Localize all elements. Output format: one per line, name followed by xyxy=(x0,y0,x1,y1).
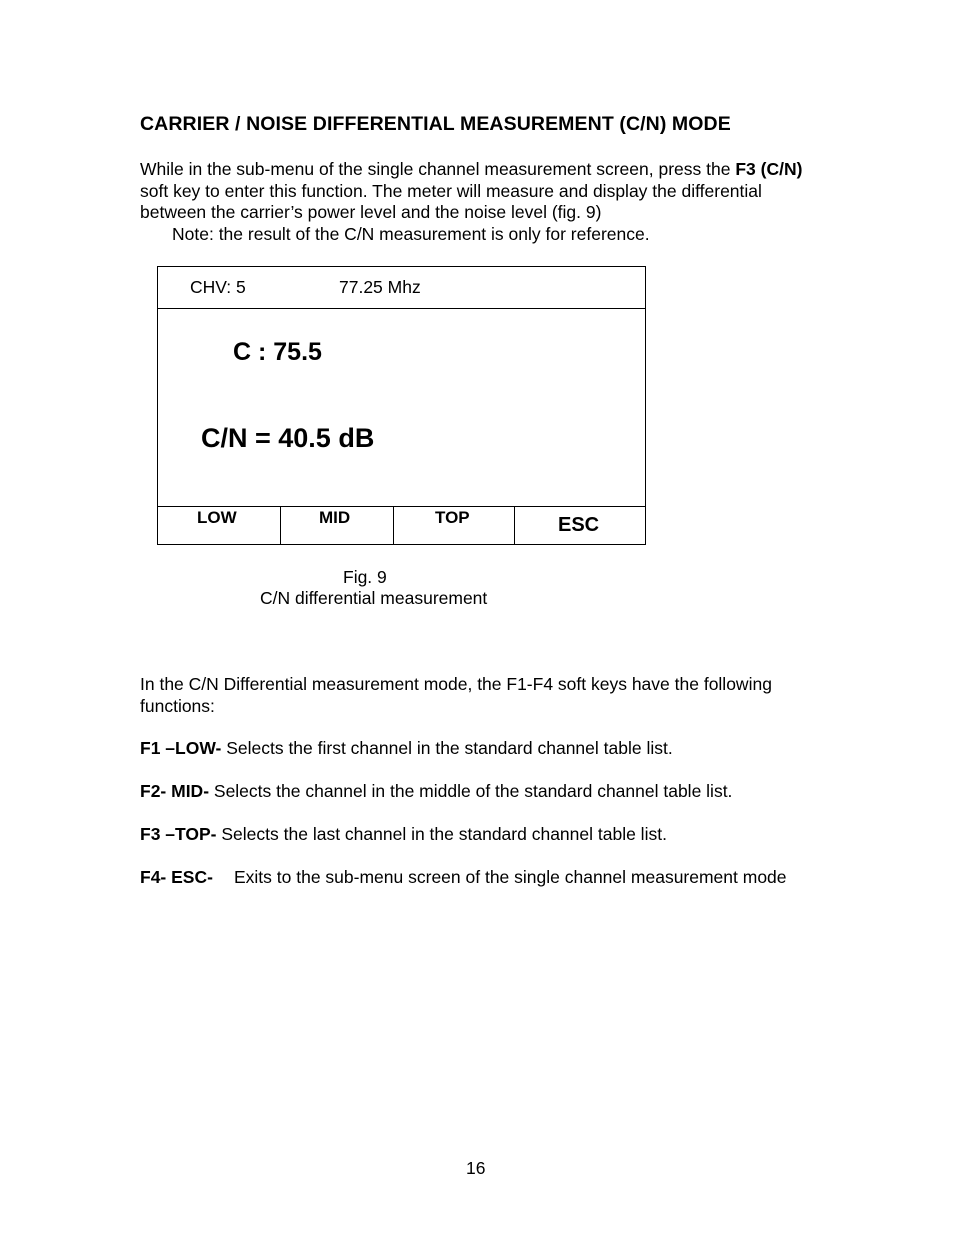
function-label: F2- MID- xyxy=(140,781,210,801)
carrier-value: C : 75.5 xyxy=(233,338,322,366)
function-desc: Selects the channel in the middle of the standard channel table list. xyxy=(209,781,733,801)
function-label: F4- ESC- xyxy=(140,867,213,887)
softkey-mid-label: MID xyxy=(319,508,351,527)
function-label: F3 –TOP- xyxy=(140,824,217,844)
softkey-low-label: LOW xyxy=(197,508,237,527)
page-number: 16 xyxy=(466,1158,486,1178)
functions-intro: In the C/N Differential measurement mode, the F1-F4 soft keys have the following functions: xyxy=(140,674,772,716)
function-desc: Exits to the sub-menu screen of the single channel measurement mode xyxy=(234,867,787,887)
softkey-top-label: TOP xyxy=(435,508,470,527)
function-item-f3 xyxy=(140,824,667,846)
softkey-bar xyxy=(158,506,645,545)
softkey-mid xyxy=(281,507,394,545)
figure-caption: C/N differential measurement xyxy=(260,588,488,608)
intro-text-2: soft key to enter this function. The meter will measure and display the differential between the carrier’s power level and the noise level (fig. 9) xyxy=(140,180,762,222)
softkey-esc xyxy=(515,507,645,545)
intro-paragraph xyxy=(140,159,805,224)
function-label: F1 –LOW- xyxy=(140,738,222,758)
function-item-f2 xyxy=(140,781,732,803)
figure-label: Fig. 9 xyxy=(343,567,387,587)
cn-result: C/N = 40.5 dB xyxy=(201,423,375,453)
frequency-label: 77.25 Mhz xyxy=(339,277,421,297)
softkey-low xyxy=(158,507,281,545)
reference-note: Note: the result of the C/N measurement is only for reference. xyxy=(172,224,650,244)
function-desc: Selects the first channel in the standard channel table list. xyxy=(221,738,673,758)
function-item-f4 xyxy=(140,867,787,889)
section-heading: CARRIER / NOISE DIFFERENTIAL MEASUREMENT (C/N) MODE xyxy=(140,113,731,135)
function-item-f1 xyxy=(140,738,673,760)
softkey-esc-label: ESC xyxy=(558,514,600,536)
screen-header xyxy=(158,267,645,309)
function-desc: Selects the last channel in the standard channel table list. xyxy=(216,824,667,844)
softkey-top xyxy=(394,507,515,545)
intro-text-1: While in the sub-menu of the single channel measurement screen, press the xyxy=(140,159,736,179)
intro-key: F3 (C/N) xyxy=(735,159,803,179)
meter-screen-figure xyxy=(157,266,646,545)
channel-label: CHV: 5 xyxy=(190,277,246,297)
